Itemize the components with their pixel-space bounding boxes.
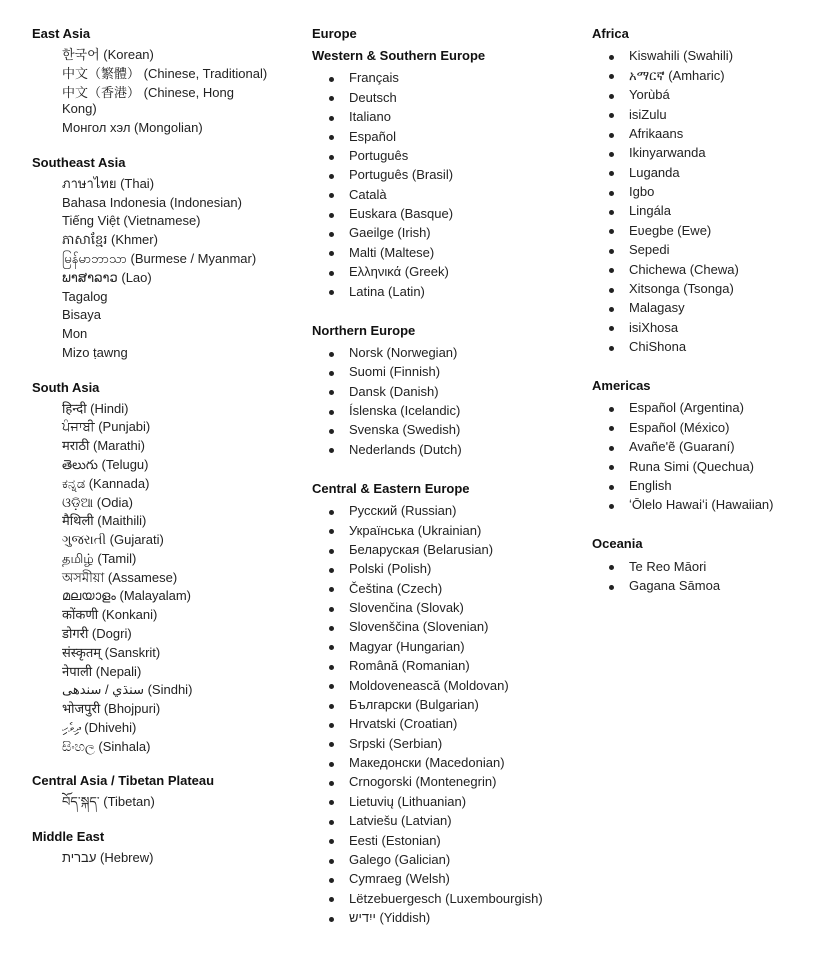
region-heading: Northern Europe xyxy=(312,322,416,338)
language-item[interactable]: भोजपुरी (Bhojpuri) xyxy=(62,701,161,717)
region-heading: Central & Eastern Europe xyxy=(312,480,470,496)
language-item[interactable]: Ikinyarwanda xyxy=(592,144,807,163)
language-item[interactable]: Afrikaans xyxy=(592,125,807,144)
region-section xyxy=(592,26,807,357)
language-item[interactable]: ʻŌlelo Hawaiʻi (Hawaiian) xyxy=(592,496,807,515)
region-section xyxy=(592,378,807,515)
language-item[interactable]: Svenska (Swedish) xyxy=(312,421,562,440)
language-item[interactable]: Te Reo Māori xyxy=(592,557,807,576)
language-item[interactable]: བོད་སྐད་ (Tibetan) xyxy=(62,794,155,810)
language-item[interactable]: Slovenčina (Slovak) xyxy=(312,599,562,618)
column-asia xyxy=(32,26,272,885)
language-item[interactable]: Crnogorski (Montenegrin) xyxy=(312,773,562,792)
region-section xyxy=(32,26,272,138)
language-item[interactable]: Deutsch xyxy=(312,88,562,107)
language-item[interactable]: isiXhosa xyxy=(592,318,807,337)
language-item[interactable]: Français xyxy=(312,69,562,88)
language-item[interactable]: Română (Romanian) xyxy=(312,657,562,676)
language-item[interactable]: Lëtzebuergesch (Luxembourgish) xyxy=(312,889,562,908)
language-item[interactable]: Slovenščina (Slovenian) xyxy=(312,618,562,637)
language-list xyxy=(32,46,272,138)
language-item[interactable]: Español xyxy=(312,127,562,146)
language-list xyxy=(592,399,807,515)
language-item[interactable]: ภาษาไทย (Thai) xyxy=(62,175,155,191)
language-item[interactable]: Galego (Galician) xyxy=(312,851,562,870)
language-item[interactable]: অসমীয়া (Assamese) xyxy=(62,569,178,585)
language-item[interactable]: ދިވެހި (Dhivehi) xyxy=(62,719,137,735)
language-item[interactable]: Eesti (Estonian) xyxy=(312,831,562,850)
language-item[interactable]: سنڌي / سندھی (Sindhi) xyxy=(62,682,193,698)
language-list xyxy=(592,557,807,596)
language-list xyxy=(312,502,562,928)
region-section xyxy=(312,48,562,302)
language-item[interactable]: Nederlands (Dutch) xyxy=(312,440,562,459)
language-item[interactable]: አማርኛ (Amharic) xyxy=(592,66,807,85)
region-heading: Middle East xyxy=(32,829,105,845)
language-item[interactable]: isiZulu xyxy=(592,105,807,124)
language-item[interactable]: कोंकणी (Konkani) xyxy=(62,607,158,623)
language-item[interactable]: ગુજરાતી (Gujarati) xyxy=(62,532,164,548)
region-section xyxy=(32,829,272,868)
language-item[interactable]: Malagasy xyxy=(592,299,807,318)
language-item[interactable]: Português xyxy=(312,147,562,166)
language-item[interactable]: မြန်မာဘာသာ (Burmese / Myanmar) xyxy=(62,250,257,266)
language-item[interactable]: Euskara (Basque) xyxy=(312,205,562,224)
language-item[interactable]: Bisaya xyxy=(62,307,102,323)
language-item[interactable]: 한국어 (Korean) xyxy=(62,47,154,63)
language-item[interactable]: Македонски (Macedonian) xyxy=(312,754,562,773)
language-item[interactable]: Norsk (Norwegian) xyxy=(312,344,562,363)
region-section xyxy=(32,773,272,812)
language-item[interactable]: Mon xyxy=(62,326,88,342)
region-section xyxy=(592,536,807,596)
language-item[interactable]: Gaeilge (Irish) xyxy=(312,224,562,243)
language-list xyxy=(592,47,807,357)
language-item[interactable]: Español (Argentina) xyxy=(592,399,807,418)
language-item[interactable]: ພາສາລາວ (Lao) xyxy=(62,269,152,285)
language-item[interactable]: ਪੰਜਾਬੀ (Punjabi) xyxy=(62,419,151,435)
language-list xyxy=(32,849,272,868)
language-item[interactable]: עברית (Hebrew) xyxy=(62,850,154,866)
language-item[interactable]: Moldovenească (Moldovan) xyxy=(312,676,562,695)
language-item[interactable]: Български (Bulgarian) xyxy=(312,696,562,715)
region-section xyxy=(312,323,562,460)
language-item[interactable]: മലയാളം (Malayalam) xyxy=(62,588,191,604)
column-europe xyxy=(312,26,562,949)
language-item[interactable]: తెలుగు (Telugu) xyxy=(62,456,149,472)
group-heading: Europe xyxy=(312,26,357,41)
language-item[interactable]: Runa Simi (Quechua) xyxy=(592,457,807,476)
language-list xyxy=(32,400,272,757)
region-heading: Central Asia / Tibetan Plateau xyxy=(32,773,215,789)
language-item[interactable]: Magyar (Hungarian) xyxy=(312,637,562,656)
language-item[interactable]: Беларуская (Belarusian) xyxy=(312,541,562,560)
language-item[interactable]: English xyxy=(592,477,807,496)
language-list xyxy=(312,344,562,460)
language-item[interactable]: Polski (Polish) xyxy=(312,560,562,579)
language-item[interactable]: Hrvatski (Croatian) xyxy=(312,715,562,734)
language-item[interactable]: Русский (Russian) xyxy=(312,502,562,521)
language-item[interactable]: Монгол хэл (Mongolian) xyxy=(62,120,203,136)
column-africa-americas-oceania xyxy=(592,26,807,617)
language-item[interactable]: Tiếng Việt (Vietnamese) xyxy=(62,213,201,229)
language-item[interactable]: नेपाली (Nepali) xyxy=(62,663,142,679)
region-heading: South Asia xyxy=(32,379,100,395)
language-item[interactable]: मैथिली (Maithili) xyxy=(62,513,147,529)
region-heading: Americas xyxy=(592,378,651,393)
language-item[interactable]: සිංහල (Sinhala) xyxy=(62,738,151,754)
language-item[interactable]: Yorùbá xyxy=(592,86,807,105)
region-section xyxy=(312,481,562,928)
language-item[interactable]: Avañe'ẽ (Guaraní) xyxy=(592,438,807,457)
language-item[interactable]: Latviešu (Latvian) xyxy=(312,812,562,831)
region-section xyxy=(32,155,272,363)
language-item[interactable]: हिन्दी (Hindi) xyxy=(62,400,129,416)
language-item[interactable]: Gagana Sāmoa xyxy=(592,577,807,596)
language-item[interactable]: Latina (Latin) xyxy=(312,282,562,301)
language-item[interactable]: ಕನ್ನಡ (Kannada) xyxy=(62,475,150,491)
language-item[interactable]: Italiano xyxy=(312,108,562,127)
language-list xyxy=(312,69,562,302)
language-item[interactable]: Sepedi xyxy=(592,241,807,260)
language-item[interactable]: Lingála xyxy=(592,202,807,221)
language-list xyxy=(32,793,272,812)
language-item[interactable]: Українська (Ukrainian) xyxy=(312,521,562,540)
language-item[interactable]: தமிழ் (Tamil) xyxy=(62,550,137,566)
language-item[interactable]: Čeština (Czech) xyxy=(312,579,562,598)
language-item[interactable]: ChiShona xyxy=(592,338,807,357)
language-list xyxy=(32,175,272,363)
language-item[interactable]: Luganda xyxy=(592,163,807,182)
language-item[interactable]: डोगरी (Dogri) xyxy=(62,626,132,641)
region-section xyxy=(32,380,272,757)
language-item[interactable]: संस्कृतम् (Sanskrit) xyxy=(62,644,161,660)
language-item[interactable]: ភាសាខ្មែរ (Khmer) xyxy=(62,232,158,248)
region-heading: East Asia xyxy=(32,26,91,41)
language-item[interactable]: Català xyxy=(312,185,562,204)
language-item[interactable]: ייִדיש (Yiddish) xyxy=(312,909,562,928)
language-item[interactable]: Tagalog xyxy=(62,288,108,304)
language-item[interactable]: Dansk (Danish) xyxy=(312,382,562,401)
language-item[interactable]: Kiswahili (Swahili) xyxy=(592,47,807,66)
language-item[interactable]: Mizo ṭawng xyxy=(62,344,128,360)
language-item[interactable]: ଓଡ଼ିଆ (Odia) xyxy=(62,494,133,510)
language-item[interactable]: Cymraeg (Welsh) xyxy=(312,870,562,889)
language-item[interactable]: मराठी (Marathi) xyxy=(62,438,145,454)
language-item[interactable]: Español (México) xyxy=(592,418,807,437)
region-heading: Africa xyxy=(592,26,629,41)
language-item[interactable]: Suomi (Finnish) xyxy=(312,363,562,382)
language-item[interactable]: 中文（香港） (Chinese, Hong Kong) xyxy=(62,84,234,117)
language-item[interactable]: Íslenska (Icelandic) xyxy=(312,402,562,421)
language-item[interactable]: Igbo xyxy=(592,183,807,202)
language-item[interactable]: Malti (Maltese) xyxy=(312,243,562,262)
region-heading: Oceania xyxy=(592,536,643,552)
language-item[interactable]: Lietuvių (Lithuanian) xyxy=(312,792,562,811)
language-item[interactable]: 中文（繁體） (Chinese, Traditional) xyxy=(62,65,268,81)
region-heading: Southeast Asia xyxy=(32,154,126,170)
language-item[interactable]: Chichewa (Chewa) xyxy=(592,260,807,279)
region-heading: Western & Southern Europe xyxy=(312,48,486,63)
language-item[interactable]: Bahasa Indonesia (Indonesian) xyxy=(62,194,242,210)
language-item[interactable]: Eʋegbe (Ewe) xyxy=(592,221,807,240)
language-item[interactable]: Ελληνικά (Greek) xyxy=(312,263,562,282)
language-item[interactable]: Português (Brasil) xyxy=(312,166,562,185)
language-item[interactable]: Xitsonga (Tsonga) xyxy=(592,280,807,299)
language-item[interactable]: Srpski (Serbian) xyxy=(312,734,562,753)
